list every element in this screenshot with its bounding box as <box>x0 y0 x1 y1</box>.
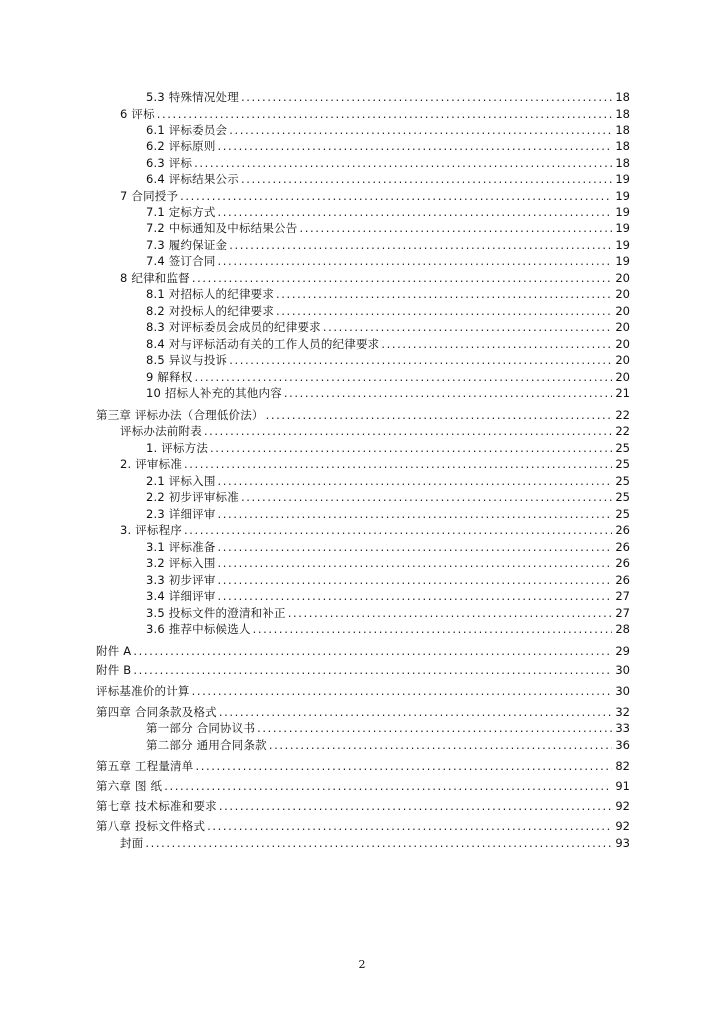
toc-leader <box>241 489 612 505</box>
toc-leader <box>145 835 612 851</box>
toc-entry-label: 10 招标人补充的其他内容 <box>146 386 282 400</box>
toc-entry-page: 93 <box>615 836 630 850</box>
toc-entry[interactable] <box>146 122 630 138</box>
toc-entry-label: 2.3 详细评审 <box>146 507 216 521</box>
toc-entry-label: 第二部分 通用合同条款 <box>146 738 267 752</box>
toc-entry-page: 20 <box>615 353 630 367</box>
toc-entry-label: 3.2 评标入围 <box>146 556 216 570</box>
toc-entry-label: 6.2 评标原则 <box>146 139 216 153</box>
toc-entry-label: 6 评标 <box>120 107 155 121</box>
toc-leader <box>192 270 612 286</box>
toc-entry[interactable] <box>146 621 630 637</box>
toc-entry-page: 20 <box>615 271 630 285</box>
toc-entry-label: 8.3 对评标委员会成员的纪律要求 <box>146 320 321 334</box>
toc-entry[interactable] <box>120 835 630 851</box>
toc-entry-label: 8.2 对投标人的纪律要求 <box>146 304 275 318</box>
toc-leader <box>184 456 612 472</box>
toc-leader <box>253 621 613 637</box>
toc-leader <box>241 89 612 105</box>
toc-entry[interactable] <box>146 336 630 352</box>
toc-entry[interactable] <box>146 220 630 236</box>
toc-entry-page: 19 <box>615 205 630 219</box>
toc-leader <box>218 572 613 588</box>
toc-leader <box>219 798 613 814</box>
toc-entry[interactable] <box>146 204 630 220</box>
toc-entry-page: 29 <box>615 644 630 658</box>
toc-leader <box>194 155 612 171</box>
toc-entry[interactable] <box>96 758 630 774</box>
toc-entry[interactable] <box>146 155 630 171</box>
toc-entry-page: 19 <box>615 238 630 252</box>
toc-entry-page: 18 <box>615 90 630 104</box>
toc-entry[interactable] <box>96 778 630 794</box>
toc-entry-page: 30 <box>615 663 630 677</box>
toc-entry-label: 3.6 推荐中标候选人 <box>146 622 251 636</box>
toc-entry-page: 25 <box>615 474 630 488</box>
toc-entry[interactable] <box>146 369 630 385</box>
toc-entry-page: 20 <box>615 304 630 318</box>
toc-entry[interactable] <box>146 385 630 401</box>
toc-entry-label: 3.3 初步评审 <box>146 573 216 587</box>
toc-entry-label: 评标办法前附表 <box>120 424 202 438</box>
toc-entry[interactable] <box>146 171 630 187</box>
toc-leader <box>229 122 612 138</box>
toc-leader <box>276 303 612 319</box>
toc-leader <box>218 253 613 269</box>
toc-entry[interactable] <box>146 319 630 335</box>
toc-entry-label: 3.4 详细评审 <box>146 589 216 603</box>
toc-entry-label: 第八章 投标文件格式 <box>96 819 206 833</box>
toc-leader <box>218 204 613 220</box>
toc-entry[interactable] <box>96 704 630 720</box>
toc-entry[interactable] <box>146 303 630 319</box>
toc-entry-page: 19 <box>615 221 630 235</box>
toc-entry-label: 6.3 评标 <box>146 156 193 170</box>
toc-leader <box>218 539 613 555</box>
toc-entry-page: 25 <box>615 507 630 521</box>
toc-entry-page: 30 <box>615 684 630 698</box>
toc-entry-label: 2.2 初步评审标准 <box>146 490 239 504</box>
toc-leader <box>299 220 612 236</box>
toc-leader <box>266 407 613 423</box>
toc-entry-page: 25 <box>615 457 630 471</box>
toc-leader <box>241 171 612 187</box>
toc-entry-page: 33 <box>615 721 630 735</box>
toc-leader <box>381 336 612 352</box>
toc-entry-page: 19 <box>615 172 630 186</box>
toc-entry[interactable] <box>146 588 630 604</box>
toc-entry[interactable] <box>96 643 630 659</box>
toc-entry-page: 82 <box>615 759 630 773</box>
toc-entry-page: 27 <box>615 589 630 603</box>
toc-entry[interactable] <box>146 352 630 368</box>
toc-entry-page: 27 <box>615 606 630 620</box>
toc-entry-page: 18 <box>615 123 630 137</box>
toc-entry-label: 6.1 评标委员会 <box>146 123 228 137</box>
toc-entry-label: 第七章 技术标准和要求 <box>96 799 217 813</box>
toc-entry-label: 9 解释权 <box>146 370 193 384</box>
toc-entry-page: 22 <box>615 408 630 422</box>
toc-entry-page: 25 <box>615 490 630 504</box>
toc-entry[interactable] <box>146 506 630 522</box>
toc-entry-label: 7 合同授予 <box>120 189 179 203</box>
toc-entry-page: 25 <box>615 441 630 455</box>
toc-entry[interactable] <box>120 106 630 122</box>
toc-entry-label: 7.3 履约保证金 <box>146 238 228 252</box>
toc-entry-label: 8.1 对招标人的纪律要求 <box>146 287 275 301</box>
toc-entry[interactable] <box>96 407 630 423</box>
toc-entry[interactable] <box>146 539 630 555</box>
toc-leader <box>323 319 613 335</box>
toc-leader <box>218 555 613 571</box>
toc-leader <box>133 662 612 678</box>
toc-entry[interactable] <box>146 237 630 253</box>
toc-entry-label: 第六章 图 纸 <box>96 779 163 793</box>
toc-leader <box>180 188 612 204</box>
toc-entry-page: 20 <box>615 370 630 384</box>
toc-entry-label: 5.3 特殊情况处理 <box>146 90 239 104</box>
toc-entry[interactable] <box>146 555 630 571</box>
toc-leader <box>195 758 612 774</box>
toc-entry[interactable] <box>120 188 630 204</box>
toc-entry-page: 21 <box>615 386 630 400</box>
toc-entry[interactable] <box>146 605 630 621</box>
toc-entry-page: 19 <box>615 189 630 203</box>
toc-entry-label: 封面 <box>120 836 144 850</box>
toc-entry[interactable] <box>146 720 630 736</box>
toc-entry-label: 评标基准价的计算 <box>96 684 190 698</box>
toc-entry-page: 28 <box>615 622 630 636</box>
toc-entry[interactable] <box>146 572 630 588</box>
toc-entry-label: 3. 评标程序 <box>120 523 183 537</box>
toc-leader <box>164 778 612 794</box>
toc-entry[interactable] <box>96 798 630 814</box>
toc-entry-label: 7.1 定标方式 <box>146 205 216 219</box>
toc-leader <box>218 506 613 522</box>
toc-entry[interactable] <box>120 522 630 538</box>
toc-leader <box>218 588 613 604</box>
toc-leader <box>229 237 612 253</box>
toc-entry-page: 20 <box>615 287 630 301</box>
toc-entry-page: 36 <box>615 738 630 752</box>
toc-entry-page: 18 <box>615 139 630 153</box>
toc-entry-label: 8.4 对与评标活动有关的工作人员的纪律要求 <box>146 337 380 351</box>
toc-leader <box>257 720 612 736</box>
page-number: 2 <box>358 958 366 971</box>
toc-entry-label: 2. 评审标准 <box>120 457 183 471</box>
toc-entry-page: 20 <box>615 337 630 351</box>
toc-entry-label: 3.5 投标文件的澄清和补正 <box>146 606 286 620</box>
toc-entry[interactable] <box>120 270 630 286</box>
toc-entry-label: 7.2 中标通知及中标结果公告 <box>146 221 298 235</box>
toc-entry-page: 32 <box>615 705 630 719</box>
toc-leader <box>157 106 613 122</box>
toc-entry-page: 26 <box>615 556 630 570</box>
toc-leader <box>194 369 612 385</box>
toc-entry-label: 附件 A <box>96 644 132 658</box>
toc-leader <box>269 737 613 753</box>
toc-entry-page: 18 <box>615 107 630 121</box>
toc-entry-page: 26 <box>615 523 630 537</box>
toc-entry-page: 92 <box>615 799 630 813</box>
toc-entry-page: 91 <box>615 779 630 793</box>
toc-entry-label: 8.5 异议与投诉 <box>146 353 228 367</box>
toc-entry-label: 2.1 评标入围 <box>146 474 216 488</box>
toc-entry[interactable] <box>146 440 630 456</box>
toc-entry-label: 1. 评标方法 <box>146 441 209 455</box>
toc-leader <box>133 643 612 659</box>
toc-entry[interactable] <box>120 456 630 472</box>
toc-entry-page: 20 <box>615 320 630 334</box>
toc-entry[interactable] <box>146 737 630 753</box>
toc-leader <box>218 138 613 154</box>
toc-leader <box>284 385 612 401</box>
toc-leader <box>204 423 612 439</box>
toc-entry-page: 92 <box>615 819 630 833</box>
toc-leader <box>210 440 612 456</box>
toc-entry-label: 第四章 合同条款及格式 <box>96 705 217 719</box>
toc-entry-label: 第五章 工程量清单 <box>96 759 194 773</box>
toc-entry-page: 22 <box>615 424 630 438</box>
toc-entry[interactable] <box>96 662 630 678</box>
toc-leader <box>207 818 612 834</box>
toc-entry[interactable] <box>146 89 630 105</box>
toc-entry-page: 19 <box>615 254 630 268</box>
toc-leader <box>218 473 613 489</box>
toc-entry[interactable] <box>96 818 630 834</box>
toc-entry-page: 18 <box>615 156 630 170</box>
toc-entry-label: 3.1 评标准备 <box>146 540 216 554</box>
toc-leader <box>229 352 612 368</box>
toc-entry-label: 6.4 评标结果公示 <box>146 172 239 186</box>
toc-leader <box>184 522 612 538</box>
toc-entry-label: 8 纪律和监督 <box>120 271 190 285</box>
toc-leader <box>288 605 613 621</box>
toc-entry[interactable] <box>146 286 630 302</box>
toc-entry-label: 第一部分 合同协议书 <box>146 721 256 735</box>
toc-entry-page: 26 <box>615 540 630 554</box>
toc-leader <box>192 683 613 699</box>
toc-entry[interactable] <box>146 473 630 489</box>
toc-leader <box>276 286 612 302</box>
toc-entry-page: 26 <box>615 573 630 587</box>
toc-entry[interactable] <box>146 489 630 505</box>
toc-entry[interactable] <box>120 423 630 439</box>
toc-entry-label: 第三章 评标办法（合理低价法） <box>96 408 264 422</box>
toc-entry[interactable] <box>146 138 630 154</box>
toc-entry-label: 附件 B <box>96 663 132 677</box>
toc-entry[interactable] <box>96 683 630 699</box>
toc-entry[interactable] <box>146 253 630 269</box>
toc-leader <box>219 704 613 720</box>
toc-entry-label: 7.4 签订合同 <box>146 254 216 268</box>
